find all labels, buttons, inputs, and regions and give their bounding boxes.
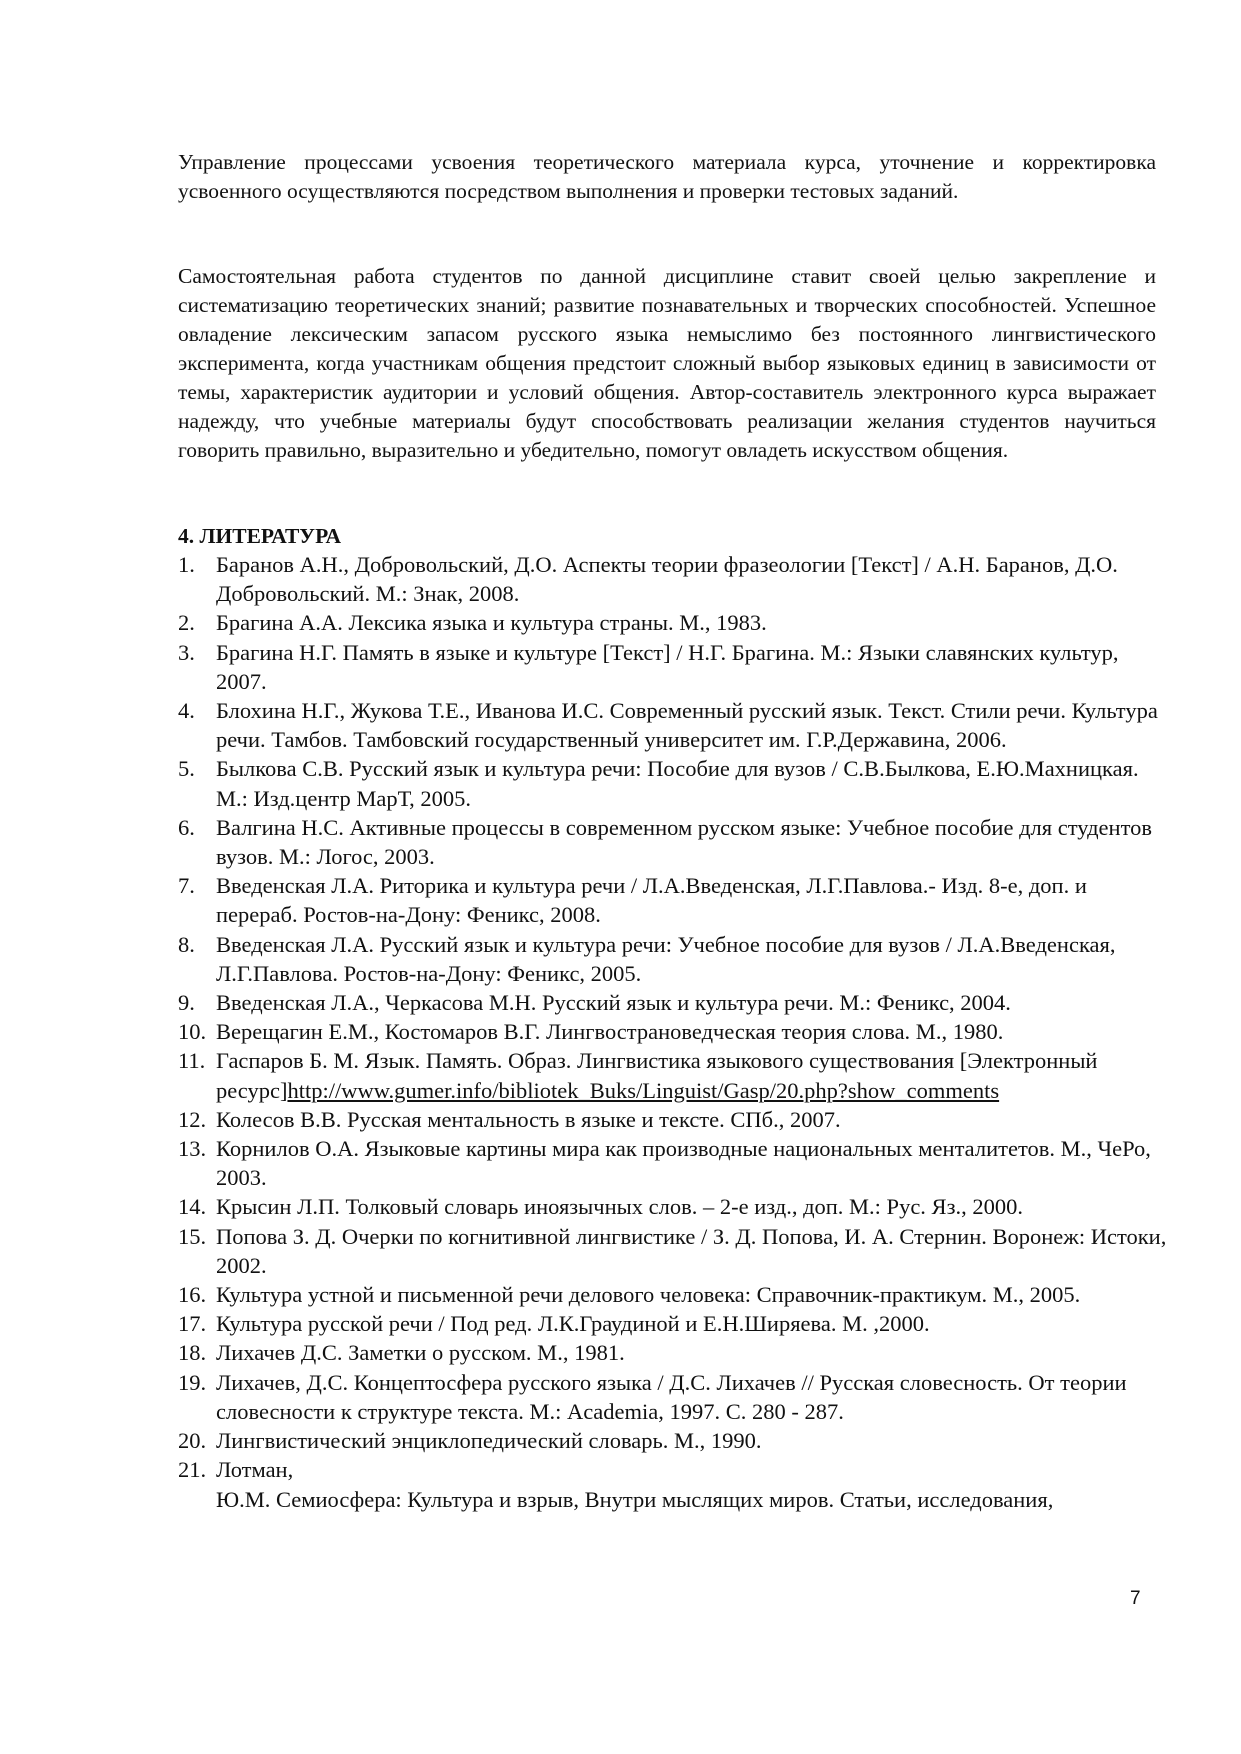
reference-item: 14. Крысин Л.П. Толковый словарь иноязычных слов. – 2-е изд., доп. М.: Рус. Яз., 2000. [178,1194,1023,1220]
reference-item: 1. Баранов А.Н., Добровольский, Д.О. Аспекты теории фразеологии [Текст] / А.Н. Баранов, Д.О. Добровольский. М.: Знак, 2008. [178,552,1118,607]
reference-item: 9. Введенская Л.А., Черкасова М.Н. Русский язык и культура речи. М.: Феникс, 2004. [178,990,1011,1016]
reference-item: 10. Верещагин Е.М., Костомаров В.Г. Лингвострановедческая теория слова. М., 1980. [178,1019,1004,1045]
intro-paragraph-2: Самостоятельная работа студентов по данной дисциплине ставит своей целью закрепление и систематизацию теоретических знаний; развитие познавательных и творческих способностей. Успешное овладение лексическим запасом русского языка немыслимо без постоянного лингвистического эксперимента, когда участникам общения предстоит сложный выбор языковых единиц в зависимости от темы, характеристик аудитории и условий общения. Автор-составитель электронного курса выражает надежду, что учебные материалы будут способствовать реализации желания студентов научиться говорить правильно, выразительно и убедительно, помогут овладеть искусством общения. [178,264,1156,462]
reference-list [178,550,1168,1514]
page-number: 7 [1130,1588,1141,1609]
reference-item: 4. Блохина Н.Г., Жукова Т.Е., Иванова И.С. Современный русский язык. Текст. Стили речи. Культура речи. Тамбов. Тамбовский государственный университет им. Г.Р.Державина, 2006. [178,698,1158,753]
reference-item: 20. Лингвистический энциклопедический словарь. М., 1990. [178,1428,762,1454]
reference-item: 5. Былкова С.В. Русский язык и культура речи: Пособие для вузов / С.В.Былкова, Е.Ю.Махницкая. М.: Изд.центр МарТ, 2005. [178,756,1139,811]
reference-item: 8. Введенская Л.А. Русский язык и культура речи: Учебное пособие для вузов / Л.А.Введенская, Л.Г.Павлова. Ростов-на-Дону: Феникс, 2005. [178,931,1116,986]
reference-item: 6. Валгина Н.С. Активные процессы в современном русском языке: Учебное пособие для студентов вузов. М.: Логос, 2003. [178,814,1152,870]
reference-item: 19. Лихачев, Д.С. Концептосфера русского языка / Д.С. Лихачев // Русская словесность. От теории словесности к структуре текста. М.: Academia, 1997. С. 280 - 287. [178,1369,1127,1424]
reference-item: 3. Брагина Н.Г. Память в языке и культуре [Текст] / Н.Г. Брагина. М.: Языки славянских культур, 2007. [178,639,1119,694]
reference-item: 11. Гаспаров Б. М. Язык. Память. Образ. Лингвистика языкового существования [Электронный ресурс]http://www.gumer.info/bibliotek_Buks/Linguist/Gasp/20.php?show_comments [178,1048,1098,1103]
reference-item: 12. Колесов В.В. Русская ментальность в языке и тексте. СПб., 2007. [178,1106,841,1132]
reference-item: 2. Брагина А.А. Лексика языка и культура страны. М., 1983. [178,610,767,636]
reference-link[interactable]: http://www.gumer.info/bibliotek_Buks/Linguist/Gasp/20.php?show_comments [287,1077,1000,1103]
reference-item: 15. Попова З. Д. Очерки по когнитивной лингвистике / З. Д. Попова, И. А. Стернин. Воронеж: Истоки, 2002. [178,1223,1167,1278]
reference-item: 18. Лихачев Д.С. Заметки о русском. М., 1981. [178,1340,625,1366]
intro-paragraph-1: Управление процессами усвоения теоретического материала курса, уточнение и корректировка усвоенного осуществляются посредством выполнения и проверки тестовых заданий. [178,150,1156,203]
reference-item: 13. Корнилов О.А. Языковые картины мира как производные национальных менталитетов. М., ЧеРо, 2003. [178,1136,1151,1191]
reference-item: 16. Культура устной и письменной речи делового человека: Справочник-практикум. М., 2005. [178,1282,1081,1308]
reference-item: 17. Культура русской речи / Под ред. Л.К.Граудиной и Е.Н.Ширяева. М. ,2000. [178,1311,930,1337]
reference-item: 7. Введенская Л.А. Риторика и культура речи / Л.А.Введенская, Л.Г.Павлова.- Изд. 8-е, доп. и перераб. Ростов-на-Дону: Феникс, 2008. [178,873,1087,928]
reference-item: 21. Лотман, Ю.М. Семиосфера: Культура и взрыв, Внутри мыслящих миров. Статьи, исследования, [178,1457,1054,1512]
section-heading: 4. ЛИТЕРАТУРА [178,524,341,548]
